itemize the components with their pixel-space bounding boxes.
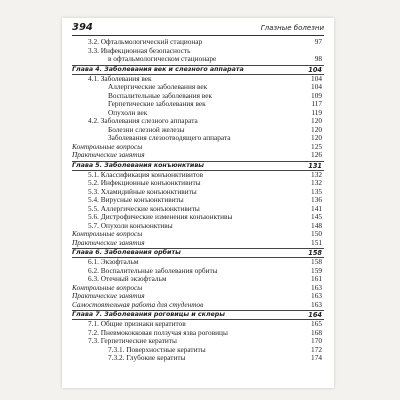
toc-page-number: 163	[311, 291, 322, 300]
toc-entry-title: 7.2. Пневмококковая ползучая язва роговицы	[88, 328, 228, 337]
toc-page-number: 97	[314, 37, 322, 46]
chapter-rule-top	[72, 310, 324, 311]
toc-entry-title: Заболевания слезоотводящего аппарата	[108, 134, 231, 142]
toc-entry-row	[72, 329, 324, 338]
toc-entry-row	[72, 109, 324, 118]
toc-entry-title: 5.2. Инфекционные конъюнктивиты	[88, 179, 201, 187]
toc-entry-title: Самостоятельная работа для студентов	[72, 300, 204, 309]
toc-page-number: 145	[311, 212, 322, 221]
toc-page-number: 163	[311, 282, 322, 292]
table-of-contents	[72, 38, 324, 363]
toc-chapter-row	[72, 310, 324, 320]
book-page	[62, 18, 334, 388]
toc-entry-title: Практические занятия	[72, 292, 145, 300]
toc-page-number: 168	[311, 327, 322, 337]
toc-entry-title: Практические занятия	[72, 151, 145, 159]
toc-entry-title: Опухоли век	[108, 108, 148, 117]
toc-chapter-title: Глава 5. Заболевания конъюнктивы	[72, 161, 204, 169]
toc-entry-row	[72, 301, 324, 310]
toc-entry-row	[72, 213, 324, 222]
toc-entry-row	[72, 275, 324, 284]
toc-page-number: 104	[311, 73, 322, 83]
toc-entry-title: Болезни слезной железы	[108, 125, 185, 134]
toc-entry-title: 7.1. Общие признаки кератитов	[88, 320, 186, 328]
toc-entry-row	[72, 258, 324, 267]
toc-entry-row	[72, 75, 324, 84]
page-header	[72, 21, 324, 36]
toc-entry-row	[72, 117, 324, 126]
toc-entry-row	[72, 171, 324, 180]
toc-entry-row	[72, 239, 324, 248]
toc-entry-row	[72, 354, 324, 363]
toc-entry-row	[72, 292, 324, 301]
toc-entry-title: Воспалительные заболевания век	[108, 91, 212, 100]
toc-page-number: 158	[311, 257, 322, 266]
toc-page-number: 109	[311, 90, 322, 100]
toc-page-number: 150	[311, 229, 322, 238]
toc-page-number: 132	[311, 169, 322, 179]
page-number: 394	[72, 22, 93, 33]
toc-page-number: 141	[311, 203, 322, 213]
toc-entry-title: 4.1. Заболевания век	[88, 74, 152, 83]
chapter-rule-top	[72, 161, 324, 162]
toc-entry-row	[72, 92, 324, 101]
toc-entry-row	[72, 320, 324, 329]
toc-page-number: 174	[311, 353, 322, 362]
toc-entry-title: Аллергические заболевания век	[108, 83, 208, 91]
toc-entry-title: 7.3.1. Поверхностные кератиты	[108, 345, 206, 354]
chapter-rule-top	[72, 248, 324, 249]
toc-page-number: 126	[311, 150, 322, 159]
toc-page-number: 161	[311, 274, 322, 283]
toc-chapter-row	[72, 248, 324, 258]
toc-page-number: 151	[311, 237, 322, 247]
toc-entry-row	[72, 83, 324, 92]
toc-entry-row	[72, 126, 324, 135]
toc-entry-title: 5.3. Хламидийные конъюнктивиты	[88, 187, 197, 196]
toc-page-number: 120	[311, 124, 322, 134]
toc-page-number: 120	[311, 116, 322, 125]
toc-entry-row	[72, 222, 324, 231]
toc-page-number: 163	[311, 299, 322, 309]
toc-entry-title: 7.3.2. Глубокие кератиты	[108, 354, 186, 362]
toc-page-number: 104	[311, 82, 322, 91]
toc-page-number: 120	[311, 133, 322, 142]
toc-page-number: 132	[311, 178, 322, 187]
toc-page-number: 158	[308, 249, 322, 257]
toc-page-number: 125	[311, 141, 322, 151]
toc-entry-title: 5.6. Дистрофические изменения конъюнктивы	[88, 213, 233, 221]
toc-entry-title: Контрольные вопросы	[72, 230, 143, 238]
toc-entry-title: 6.3. Отечный экзофтальм	[88, 275, 167, 283]
toc-page-number: 172	[311, 344, 322, 354]
toc-entry-row	[72, 337, 324, 346]
toc-entry-row	[72, 346, 324, 355]
toc-chapter-title: Глава 6. Заболевания орбиты	[72, 249, 181, 256]
toc-entry-title: 6.2. Воспалительные заболевания орбиты	[88, 266, 218, 275]
toc-entry-row	[72, 38, 324, 47]
toc-page-number: 135	[311, 186, 322, 196]
toc-entry-title: 4.2. Заболевания слезного аппарата	[88, 117, 198, 125]
toc-entry-row	[72, 179, 324, 188]
toc-entry-title: 3.2. Офтальмологический стационар	[88, 38, 203, 46]
toc-entry-title: Контрольные вопросы	[72, 283, 143, 292]
toc-entry-title: 3.3. Инфекционная безопасность	[88, 46, 191, 55]
toc-entry-row	[72, 230, 324, 239]
toc-entry-title: Контрольные вопросы	[72, 142, 143, 151]
toc-entry-title: 6.1. Экзофтальм	[88, 258, 139, 266]
toc-entry-title: 5.1. Классификация конъюнктивитов	[88, 170, 204, 179]
toc-chapter-row	[72, 65, 324, 75]
toc-page-number: 119	[311, 107, 322, 117]
toc-page-number: 159	[311, 265, 322, 275]
toc-entry-title: 5.5. Аллергические конъюнктивиты	[88, 204, 200, 213]
toc-page-number: 165	[311, 319, 322, 328]
chapter-rule-top	[72, 65, 324, 66]
toc-page-number: 136	[311, 195, 322, 204]
toc-chapter-row	[72, 161, 324, 171]
toc-entry-row	[72, 267, 324, 276]
toc-entry-row	[72, 134, 324, 143]
toc-page-number: 164	[308, 311, 322, 319]
toc-entry-title: в офтальмологическом стационаре	[108, 55, 217, 63]
toc-chapter-title: Глава 4. Заболевания век и слезного аппарата	[72, 65, 244, 73]
toc-entry-row	[72, 47, 324, 56]
toc-entry-row	[72, 196, 324, 205]
toc-page-number: 131	[308, 161, 322, 170]
toc-page-number: 170	[311, 336, 322, 345]
toc-entry-row	[72, 188, 324, 197]
toc-entry-title: 5.7. Опухоли конъюнктивы	[88, 221, 173, 230]
toc-entry-row	[72, 151, 324, 160]
toc-entry-row	[72, 100, 324, 109]
toc-entry-row	[72, 55, 324, 64]
toc-page-number: 148	[311, 220, 322, 230]
toc-entry-row	[72, 205, 324, 214]
toc-entry-row	[72, 143, 324, 152]
toc-entry-row	[72, 284, 324, 293]
toc-entry-title: Практические занятия	[72, 238, 145, 247]
toc-chapter-title: Глава 7. Заболевания роговицы и склеры	[72, 311, 225, 318]
toc-entry-title: 5.4. Вирусные конъюнктивиты	[88, 196, 184, 204]
toc-page-number: 98	[314, 54, 322, 63]
toc-page-number: 104	[308, 65, 322, 74]
toc-entry-title: Герпетические заболевания век	[108, 100, 206, 108]
toc-page-number: 117	[311, 99, 322, 108]
toc-entry-title: 7.3. Герпетические кератиты	[88, 337, 177, 345]
running-title: Глазные болезни	[260, 24, 324, 32]
